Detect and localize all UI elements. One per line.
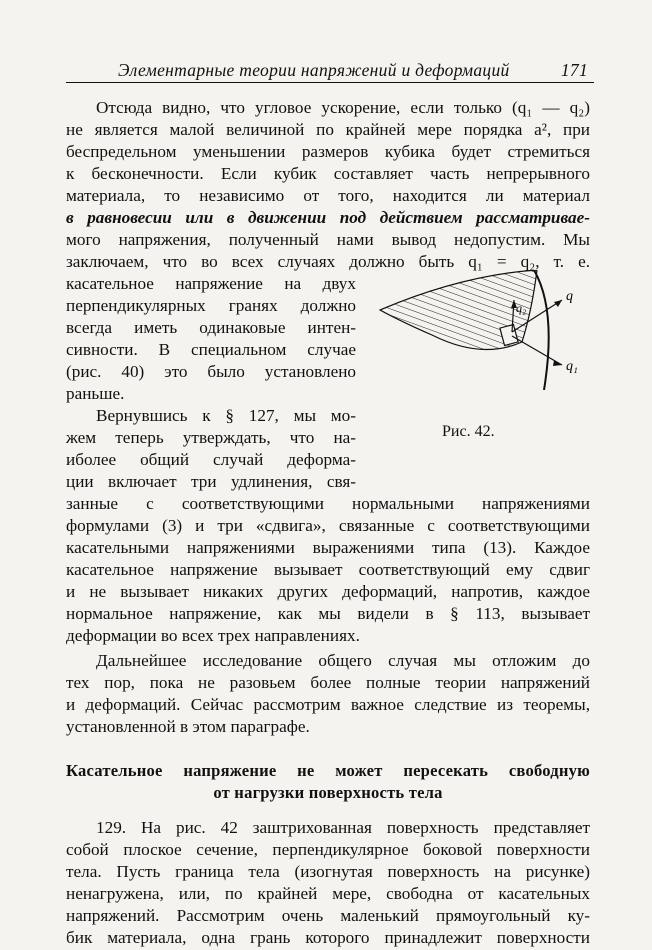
text-line: и не вызывает никаких других деформаций, напротив, каждое (66, 582, 590, 601)
text-line: и деформаций. Сейчас рассмотрим важное следствие из теоремы, (66, 695, 590, 714)
text-line-emphasis: в равновесии или в движении под действием рассматривае- (66, 208, 590, 227)
label-q1: q₁ (566, 359, 578, 374)
text-line: ции включает три удлинения, свя- (66, 472, 356, 491)
body-boundary-curve (534, 270, 549, 390)
text-line: раньше. (66, 384, 125, 403)
text-line: (рис. 40) это было установлено (66, 362, 356, 381)
page-number: 171 (560, 60, 588, 80)
text-line: материала, то независимо от того, находится ли материал (66, 186, 590, 205)
text-line: 129. На рис. 42 заштрихованная поверхность представляет (96, 818, 590, 837)
text-line: Отсюда видно, что угловое ускорение, если только (q₁ — q₂) (96, 98, 590, 117)
text-line: нормальное напряжение, как мы видели в § 113, вызывает (66, 604, 590, 623)
section-heading-line: Касательное напряжение не может пересекать свободную (66, 761, 590, 780)
text-line: бик материала, одна грань которого принадлежит поверхности (66, 928, 590, 947)
section-heading-line: от нагрузки поверхность тела (213, 783, 443, 802)
label-q: q (566, 289, 573, 304)
text-line: напряжений. Рассмотрим очень маленький прямоугольный ку- (66, 906, 590, 925)
text-line: формулами (3) и три «сдвига», связанные с соответствующими (66, 516, 590, 535)
figure-42 (372, 270, 592, 390)
text-line: тела. Пусть граница тела (изогнутая поверхность на рисунке) (66, 862, 590, 881)
text-line: Вернувшись к § 127, мы мо- (96, 406, 356, 425)
text-line: всегда иметь одинаковые интен- (66, 318, 356, 337)
text-line: не является малой величиной по крайней мере порядка a², при (66, 120, 590, 139)
text-line: ненагружена, или, по крайней мере, свободна от касательных (66, 884, 590, 903)
text-line: Дальнейшее исследование общего случая мы отложим до (96, 651, 590, 670)
figure-caption: Рис. 42. (442, 423, 495, 440)
arrow-head-q1 (553, 360, 562, 366)
text-line: занные с соответствующими нормальными напряжениями (66, 494, 590, 513)
text-line: жем теперь утверждать, что на- (66, 428, 356, 447)
text-line: касательное напряжение на двух (66, 274, 356, 293)
text-line: заключаем, что во всех случаях должно быть q₁ = q₂, т. е. (66, 252, 590, 271)
text-line: к бесконечности. Если кубик составляет часть непрерывного (66, 164, 590, 183)
text-line: деформации во всех трех направлениях. (66, 626, 360, 645)
running-header (66, 60, 594, 83)
text-line: касательными напряжениями выражениями типа (13). Каждое (66, 538, 590, 557)
text-line: сивности. В специальном случае (66, 340, 356, 359)
text-line: касательное напряжение вызывает соответствующий ему сдвиг (66, 560, 590, 579)
text-line: беспредельном уменьшении размеров кубика будет стремиться (66, 142, 590, 161)
header-title: Элементарные теории напряжений и деформаций (118, 60, 510, 80)
text-line: тех пор, пока не разовьем более полные теории напряжений (66, 673, 590, 692)
figure-42-diagram (372, 270, 592, 390)
label-q2: q₂ (516, 301, 527, 315)
text-line: мого напряжения, полученный нами вывод недопустим. Мы (66, 230, 590, 249)
arrow-head-q (554, 300, 562, 307)
text-line: иболее общий случай деформа- (66, 450, 356, 469)
text-line: установленной в этом параграфе. (66, 717, 310, 736)
text-line: собой плоское сечение, перпендикулярное боковой поверхности (66, 840, 590, 859)
text-line: перпендикулярных гранях должно (66, 296, 356, 315)
